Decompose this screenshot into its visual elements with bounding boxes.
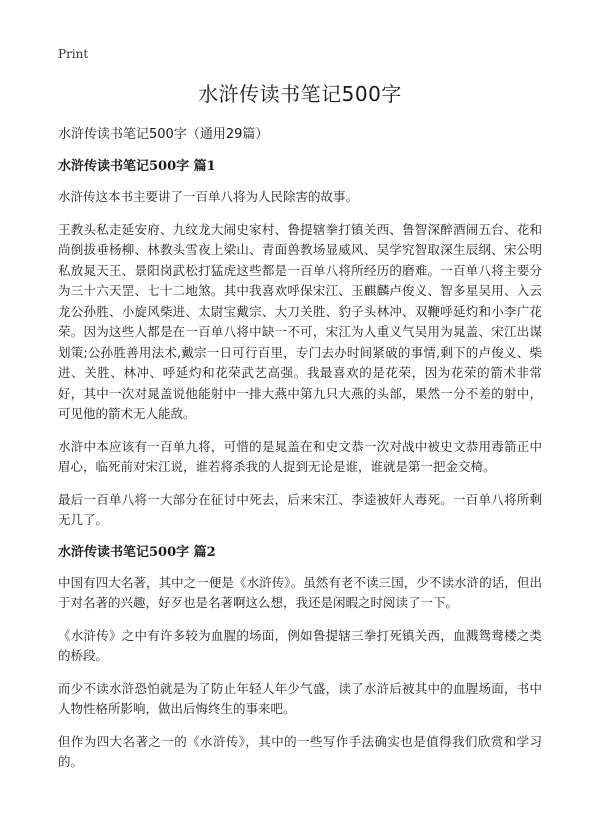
paragraph: 中国有四大名著，其中之一便是《水浒传》。虽然有老不读三国，少不读水浒的话，但出于对名著的兴趣，好歹也是名著啊这么想，我还是闲暇之时阅读了一下。 <box>58 574 542 610</box>
paragraph: 最后一百单八将一大部分在征讨中死去，后来宋江、李逵被奸人毒死。一百单八将所剩无几了。 <box>58 491 542 527</box>
paragraph: 王教头私走延安府、九纹龙大闹史家村、鲁提辖拳打镇关西、鲁智深醉酒闹五台、花和尚倒拔垂杨柳、林教头雪夜上梁山、青面兽教场显威风、吴学究智取深生辰纲、宋公明私放晁天王、景阳岗武松打猛虎这些都是一百单八将所经历的磨难。一百单八将主要分为三十六天罡、七十二地煞。其中我喜欢呼保宋江、玉麒麟卢俊义、智多星吴用、入云龙公孙胜、小旋风柴进、太尉宝戴宗、大刀关胜、豹子头林冲、双鞭呼延灼和小李广花荣。因为这些人都是在一百单八将中缺一不可，宋江为人重义气吴用为晁盖、宋江出谋划策;公孙胜善用法术,戴宗一日可行百里，专门去办时间紧破的事情,剩下的卢俊义、柴进、关胜、林冲、呼延灼和花荣武艺高强。我最喜欢的是花荣，因为花荣的箭术非常好，其中一次对晁盖说他能射中一排大燕中第九只大燕的头部，果然一分不差的射中，可见他的箭术无人能敌。 <box>58 221 542 421</box>
paragraph: 水浒中本应该有一百单九将，可惜的是晁盖在和史文恭一次对战中被史文恭用毒箭正中眉心，临死前对宋江说，谁若将杀我的人捉到无论是谁，谁就是第一把金交椅。 <box>58 438 542 474</box>
print-link[interactable]: Print <box>58 47 89 61</box>
paragraph: 而少不读水浒恐怕就是为了防止年轻人年少气盛，读了水浒后被其中的血腥场面，书中人物性格所影响，做出后悔终生的事来吧。 <box>58 680 542 716</box>
document-subtitle: 水浒传读书笔记500字（通用29篇） <box>58 127 269 142</box>
page-title: 水浒传读书笔记500字 <box>198 82 402 106</box>
paragraph: 但作为四大名著之一的《水浒传》，其中的一些写作手法确实也是值得我们欣赏和学习的。 <box>58 733 542 769</box>
section-heading: 水浒传读书笔记500字 篇1 <box>58 159 216 174</box>
section-heading: 水浒传读书笔记500字 篇2 <box>58 544 216 560</box>
paragraph: 《水浒传》之中有许多较为血腥的场面，例如鲁提辖三拳打死镇关西，血溅鸳鸯楼之类的桥段。 <box>58 627 542 663</box>
paragraph: 水浒传这本书主要讲了一百单八将为人民除害的故事。 <box>58 189 359 204</box>
